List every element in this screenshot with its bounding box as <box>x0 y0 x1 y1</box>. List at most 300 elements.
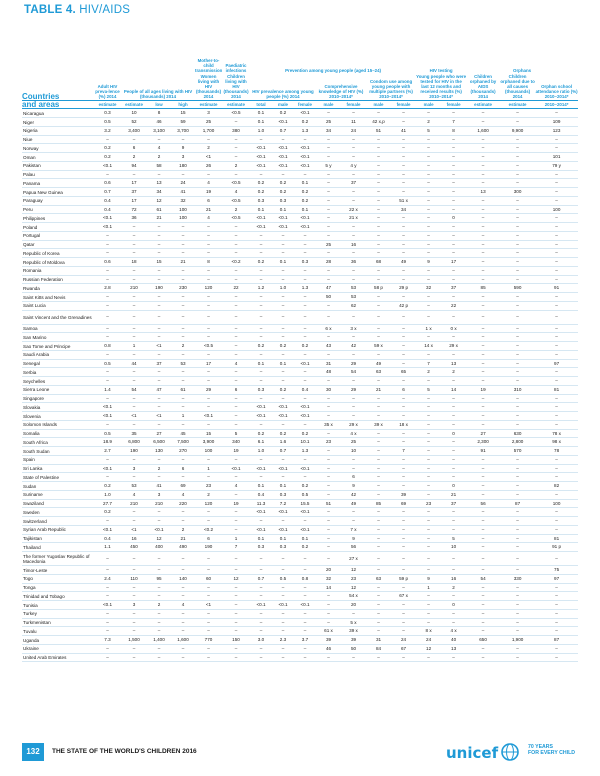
data-cell: 0.2 <box>104 483 111 489</box>
data-cell: 3,700 <box>177 127 189 133</box>
table-row <box>22 301 578 310</box>
data-cell: 7.3 <box>104 637 111 643</box>
data-cell: – <box>259 351 263 357</box>
data-cell: 1,700 <box>202 127 215 133</box>
data-cell: 13 <box>480 189 486 195</box>
table-row <box>22 196 578 205</box>
data-cell: – <box>377 276 380 282</box>
data-cell: – <box>481 334 485 340</box>
data-cell: – <box>481 224 485 230</box>
data-cell: – <box>427 404 430 410</box>
country-name: Sri Lanka <box>23 466 43 471</box>
data-cell: – <box>481 491 485 497</box>
data-cell: – <box>352 404 355 410</box>
data-cell: – <box>555 302 558 308</box>
data-cell: – <box>207 232 210 238</box>
data-cell: – <box>157 654 161 660</box>
data-cell: – <box>352 654 355 660</box>
data-cell: – <box>259 294 263 300</box>
data-cell: – <box>352 224 355 230</box>
data-cell: – <box>377 110 380 116</box>
data-cell: – <box>181 302 185 308</box>
data-cell: 12 <box>426 645 432 651</box>
data-cell: – <box>207 325 210 331</box>
data-cell: 0 <box>452 430 455 436</box>
data-cell: – <box>157 628 161 634</box>
country-name: Tunisia <box>23 602 38 608</box>
data-cell: 0.5 <box>104 430 111 436</box>
data-cell: 19 <box>205 189 212 195</box>
data-cell: – <box>402 584 405 590</box>
data-cell: – <box>106 584 109 590</box>
data-cell: – <box>303 518 307 524</box>
data-cell: – <box>427 180 430 186</box>
data-cell: – <box>207 395 210 401</box>
subheader-cell: female <box>341 100 366 109</box>
table-row <box>22 126 578 135</box>
data-cell: – <box>234 518 238 524</box>
data-cell: 1.6 <box>279 439 287 445</box>
data-cell: 0.2 <box>301 430 309 436</box>
data-cell: 0.4 <box>104 197 111 203</box>
data-cell: 210 <box>155 500 163 506</box>
data-cell: – <box>106 628 109 634</box>
data-cell: – <box>481 180 485 186</box>
data-cell: 0.2 <box>301 483 309 489</box>
country-name: Seychelles <box>23 378 46 384</box>
data-cell: – <box>327 535 330 541</box>
header-women-living-with-hiv: Women living with HIV (thousands) 2014 <box>195 73 222 100</box>
data-cell: 1 x <box>425 325 432 331</box>
country-name: Switzerland <box>23 518 47 524</box>
data-cell: <0.1 <box>278 509 288 515</box>
table-row <box>22 342 578 351</box>
data-cell: – <box>259 250 263 256</box>
data-cell: – <box>555 232 558 238</box>
data-cell: – <box>181 276 185 282</box>
data-cell: <0.5 <box>231 197 241 203</box>
data-cell: <1 <box>156 413 162 419</box>
table-row <box>22 170 578 179</box>
data-cell: 27 <box>156 430 162 436</box>
data-cell: – <box>481 250 485 256</box>
data-cell: – <box>207 619 210 625</box>
table-row <box>22 490 578 499</box>
data-cell: 0.3 <box>279 544 287 550</box>
data-cell: – <box>377 250 380 256</box>
table-topic: HIV/AIDS <box>75 4 131 16</box>
data-cell: 5 y <box>325 162 332 168</box>
data-cell: – <box>207 314 210 320</box>
data-cell: – <box>481 325 485 331</box>
data-cell: – <box>481 654 485 660</box>
data-cell: – <box>181 619 185 625</box>
data-cell: 14 x <box>424 343 433 349</box>
data-cell: – <box>481 555 485 561</box>
data-cell: – <box>516 180 519 186</box>
data-cell: – <box>516 421 519 427</box>
data-cell: <0.1 <box>256 145 266 151</box>
data-cell: – <box>234 325 238 331</box>
data-cell: – <box>106 378 109 384</box>
data-cell: – <box>555 250 558 256</box>
data-cell: – <box>352 518 355 524</box>
data-cell: 0.7 <box>257 575 265 581</box>
data-cell: – <box>207 369 210 375</box>
data-cell: 23 <box>426 500 432 506</box>
data-cell: 53 <box>131 483 137 489</box>
data-cell: – <box>234 456 238 462</box>
data-cell: 46 <box>325 645 332 651</box>
table-row <box>22 310 578 324</box>
country-name: Sao Tome and Principe <box>23 343 71 349</box>
country-name: Peru <box>23 207 33 212</box>
table-row <box>22 592 578 601</box>
data-cell: – <box>207 610 210 616</box>
data-cell: – <box>516 110 519 116</box>
data-cell: 4 <box>207 215 210 221</box>
data-cell: <1 <box>131 526 137 532</box>
data-cell: – <box>555 491 558 497</box>
data-cell: 11.3 <box>256 500 266 506</box>
data-cell: – <box>452 526 455 532</box>
data-cell: 9 <box>352 535 355 541</box>
country-name: Samoa <box>23 326 38 331</box>
data-cell: – <box>281 294 285 300</box>
data-cell: 24 <box>400 637 407 643</box>
table-row <box>22 324 578 333</box>
data-cell: – <box>402 413 405 419</box>
data-cell: – <box>207 645 210 651</box>
data-cell: – <box>157 250 161 256</box>
country-name: Republic of Korea <box>23 250 60 256</box>
data-cell: – <box>402 483 405 489</box>
data-cell: 4 <box>207 180 210 186</box>
data-cell: 56 <box>480 500 486 506</box>
data-cell: – <box>481 206 485 212</box>
country-name: Thailand <box>23 544 41 550</box>
data-cell: – <box>402 474 405 480</box>
data-cell: 29 <box>350 386 357 392</box>
data-cell: – <box>281 610 285 616</box>
data-cell: 62 <box>350 302 357 308</box>
data-cell: <0.1 <box>300 224 310 230</box>
data-cell: – <box>555 474 558 480</box>
data-cell: – <box>555 259 558 265</box>
data-cell: – <box>402 430 405 436</box>
data-cell: – <box>132 171 136 177</box>
data-cell: 5 <box>427 386 430 392</box>
data-cell: – <box>132 267 136 273</box>
country-name: Nicaragua <box>23 110 44 116</box>
data-cell: – <box>516 645 519 651</box>
data-cell: – <box>181 241 185 247</box>
data-cell: 39 x <box>374 421 383 427</box>
data-cell: – <box>157 584 161 590</box>
data-cell: – <box>352 250 355 256</box>
data-cell: – <box>327 250 330 256</box>
data-cell: – <box>281 267 285 273</box>
data-cell: – <box>481 360 485 366</box>
table-row <box>22 293 578 302</box>
data-cell: <0.5 <box>231 180 241 186</box>
data-cell: – <box>132 404 136 410</box>
data-cell: – <box>516 535 519 541</box>
data-cell: – <box>259 378 263 384</box>
unicef-logo: unicef <box>446 744 499 762</box>
country-name: Sweden <box>23 509 40 515</box>
data-cell: – <box>377 413 380 419</box>
data-cell: 15 <box>180 110 186 116</box>
data-cell: – <box>481 215 485 221</box>
data-cell: 35 <box>131 430 137 436</box>
data-cell: – <box>259 314 263 320</box>
data-cell: – <box>181 325 185 331</box>
data-cell: 0.1 <box>257 535 265 541</box>
data-cell: <0.1 <box>300 413 310 419</box>
subheader-cell: female <box>441 100 466 109</box>
data-cell: – <box>555 610 558 616</box>
data-cell: <0.1 <box>278 404 288 410</box>
data-cell: 1,600 <box>177 637 189 643</box>
data-cell: 2 <box>181 343 185 349</box>
data-cell: – <box>234 584 238 590</box>
data-cell: – <box>132 593 136 599</box>
data-cell: – <box>234 136 238 142</box>
data-cell: 2 <box>234 206 238 212</box>
data-cell: 1.0 <box>257 127 265 133</box>
data-cell: – <box>132 276 136 282</box>
data-cell: – <box>452 351 455 357</box>
country-name: Slovakia <box>23 404 41 410</box>
data-cell: – <box>259 584 263 590</box>
data-cell: – <box>181 555 185 561</box>
data-cell: 2 <box>207 491 210 497</box>
data-cell: – <box>481 314 485 320</box>
data-cell: – <box>481 267 485 273</box>
subheader-cell: female <box>391 100 416 109</box>
data-cell: – <box>106 136 109 142</box>
data-cell: 0 <box>452 602 455 608</box>
table-row <box>22 249 578 258</box>
subheader-cell: high <box>171 100 195 109</box>
data-cell: – <box>106 518 109 524</box>
data-cell: – <box>132 509 136 515</box>
country-name: Russian Federation <box>23 277 63 282</box>
data-cell: – <box>132 250 136 256</box>
table-row <box>22 385 578 394</box>
data-cell: – <box>555 456 558 462</box>
data-cell: – <box>481 369 485 375</box>
subheader-cell: male <box>316 100 341 109</box>
data-cell: – <box>259 325 263 331</box>
unicef-globe-icon <box>499 741 525 763</box>
data-cell: 6 <box>234 386 238 392</box>
data-cell: 42 <box>350 343 357 349</box>
data-cell: 6 <box>207 535 210 541</box>
data-cell: 91 <box>554 285 560 291</box>
data-cell: – <box>259 593 263 599</box>
data-cell: <0.1 <box>278 162 288 168</box>
data-cell: – <box>181 294 185 300</box>
data-cell: 180 <box>179 162 187 168</box>
data-cell: 29 x <box>449 343 458 349</box>
country-name: Rwanda <box>23 285 40 291</box>
data-cell: – <box>481 294 485 300</box>
data-cell: 25 <box>350 439 357 445</box>
data-cell: – <box>327 404 330 410</box>
data-cell: 0.3 <box>257 386 265 392</box>
data-cell: 7,500 <box>177 439 189 445</box>
data-cell: – <box>427 567 430 573</box>
data-cell: 50 <box>325 294 332 300</box>
data-cell: – <box>259 619 263 625</box>
data-cell: – <box>234 250 238 256</box>
data-cell: – <box>481 593 485 599</box>
data-cell: 41 <box>180 189 186 195</box>
data-cell: – <box>207 421 210 427</box>
data-cell: – <box>281 567 285 573</box>
data-cell: 81 <box>554 386 560 392</box>
data-cell: – <box>452 619 455 625</box>
data-cell: – <box>427 267 430 273</box>
data-cell: 21 x <box>349 215 358 221</box>
data-cell: 0.2 <box>301 189 309 195</box>
data-cell: – <box>481 518 485 524</box>
table-row <box>22 109 578 118</box>
data-cell: – <box>207 567 210 573</box>
data-cell: 63 <box>375 575 382 581</box>
data-cell: – <box>106 250 109 256</box>
data-cell: 56 <box>350 544 357 550</box>
data-cell: 1.0 <box>257 448 265 454</box>
data-cell: – <box>516 483 519 489</box>
data-cell: 19 <box>480 386 486 392</box>
data-cell: 1 <box>207 465 210 471</box>
data-cell: – <box>516 351 519 357</box>
data-cell: – <box>516 197 519 203</box>
data-cell: – <box>452 404 455 410</box>
data-cell: 91 <box>480 448 486 454</box>
data-cell: – <box>157 645 161 651</box>
data-cell: – <box>327 197 330 203</box>
country-name: Philippines <box>23 215 46 221</box>
data-cell: – <box>132 619 136 625</box>
data-cell: – <box>352 232 355 238</box>
data-cell: 45 <box>180 430 186 436</box>
country-name: Sudan <box>23 483 37 489</box>
data-cell: – <box>516 619 519 625</box>
data-cell: – <box>555 180 558 186</box>
data-cell: <0.1 <box>102 224 113 230</box>
data-cell: 37 <box>156 360 162 366</box>
table-body <box>22 109 578 662</box>
data-cell: 21 <box>375 386 382 392</box>
data-cell: 3 <box>181 154 185 160</box>
data-cell: – <box>157 224 161 230</box>
data-cell: – <box>157 171 161 177</box>
header-school-attendance: Orphan school attendance ratio (%) 2010–2014* <box>535 84 578 100</box>
data-cell: – <box>516 584 519 590</box>
table-row <box>22 517 578 526</box>
data-cell: – <box>516 456 519 462</box>
data-cell: – <box>427 145 430 151</box>
data-cell: 29 p <box>399 285 409 291</box>
data-cell: – <box>327 413 330 419</box>
data-cell: – <box>402 628 405 634</box>
data-cell: – <box>259 518 263 524</box>
table-row <box>22 412 578 421</box>
data-cell: – <box>327 518 330 524</box>
table-row <box>22 205 578 214</box>
data-cell: 3,100 <box>153 127 165 133</box>
data-cell: 0.7 <box>279 448 287 454</box>
tagline-line1: 70 YEARS <box>528 744 553 750</box>
data-cell: – <box>207 136 210 142</box>
data-cell: – <box>157 267 161 273</box>
data-cell: 63 <box>375 369 382 375</box>
data-cell: – <box>516 654 519 660</box>
data-cell: 37 <box>131 189 137 195</box>
data-cell: 91 p <box>552 544 562 550</box>
data-cell: 59 p <box>399 575 409 581</box>
data-cell: – <box>481 276 485 282</box>
data-cell: – <box>281 369 285 375</box>
data-cell: – <box>157 619 161 625</box>
data-cell: 120 <box>204 285 213 291</box>
data-cell: 4 <box>132 491 136 497</box>
data-cell: – <box>402 314 405 320</box>
data-cell: 2 <box>427 369 430 375</box>
table-row <box>22 394 578 403</box>
data-cell: – <box>207 351 210 357</box>
data-cell: – <box>281 250 285 256</box>
data-cell: – <box>303 250 307 256</box>
data-cell: – <box>259 610 263 616</box>
data-cell: 2,800 <box>511 439 524 445</box>
data-cell: – <box>181 654 185 660</box>
data-cell: – <box>157 518 161 524</box>
data-cell: – <box>281 378 285 384</box>
data-cell: – <box>516 206 519 212</box>
data-cell: – <box>106 567 109 573</box>
data-cell: – <box>427 555 430 561</box>
data-cell: – <box>281 421 285 427</box>
data-cell: – <box>234 378 238 384</box>
data-cell: – <box>427 518 430 524</box>
data-cell: – <box>481 456 485 462</box>
data-cell: – <box>181 250 185 256</box>
data-cell: – <box>352 351 355 357</box>
data-cell: – <box>327 206 330 212</box>
data-cell: <0.1 <box>256 602 266 608</box>
data-cell: – <box>427 619 430 625</box>
data-cell: 0.2 <box>104 154 111 160</box>
table-row <box>22 482 578 491</box>
data-cell: 120 <box>204 500 213 506</box>
data-cell: 4 <box>234 483 238 489</box>
data-cell: – <box>132 474 136 480</box>
table-row <box>22 455 578 464</box>
country-name: Slovenia <box>23 413 41 419</box>
data-cell: 6 <box>181 465 185 471</box>
data-cell: <0.1 <box>278 119 288 125</box>
data-cell: – <box>327 395 330 401</box>
data-cell: <0.1 <box>300 602 310 608</box>
header-tested: Young people who were tested for HIV in the last 12 months and received results (%) 2010–2014* <box>416 73 467 100</box>
data-cell: 2.4 <box>104 575 111 581</box>
country-name: Pakistan <box>23 163 41 169</box>
